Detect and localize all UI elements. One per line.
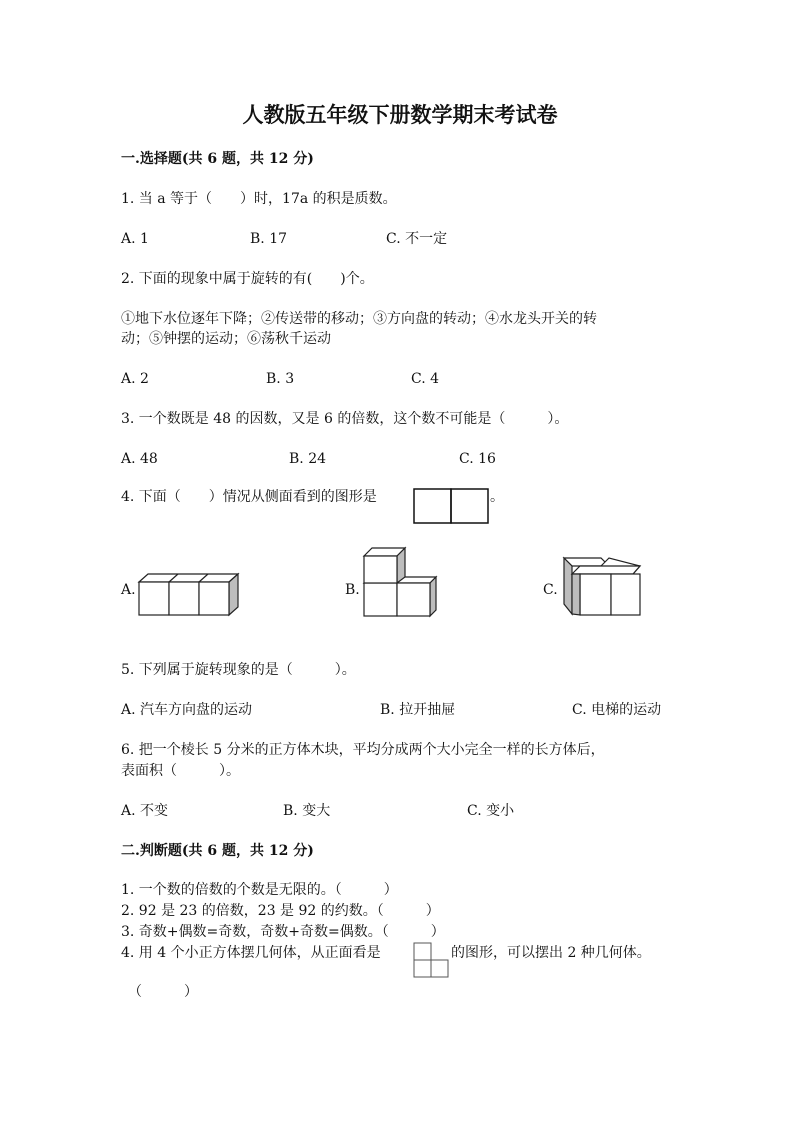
q4-option-c-label: C. [543, 582, 558, 598]
section-2-heading: 二.判断题(共 6 题，共 12 分) [121, 843, 314, 859]
q2-option-c: C. 4 [411, 371, 440, 387]
judge-item-4-answer-paren: （ ） [128, 984, 198, 1000]
section-1-heading: 一.选择题(共 6 题，共 12 分) [121, 151, 314, 167]
q6-option-b: B. 变大 [283, 803, 331, 819]
q5-option-b: B. 拉开抽屉 [380, 702, 456, 718]
q1-stem: 1. 当 a 等于（ ）时，17a 的积是质数。 [121, 191, 397, 207]
q2-option-a: A. 2 [121, 371, 149, 387]
q6-stem-line1: 6. 把一个棱长 5 分米的正方体木块，平均分成两个大小完全一样的长方体后， [121, 742, 605, 758]
q4-option-a-cubes-figure [137, 572, 241, 616]
judge-item-1: 1. 一个数的倍数的个数是无限的。（ ） [121, 882, 398, 898]
q2-option-b: B. 3 [266, 371, 295, 387]
q6-option-a: A. 不变 [121, 803, 169, 819]
q3-option-a: A. 48 [121, 451, 158, 467]
q5-option-a: A. 汽车方向盘的运动 [121, 702, 253, 718]
q5-option-c: C. 电梯的运动 [572, 702, 662, 718]
q2-detail-line1: ①地下水位逐年下降；②传送带的移动；③方向盘的转动；④水龙头开关的转 [121, 311, 597, 327]
judge-item-2: 2. 92 是 23 的倍数，23 是 92 的约数。（ ） [121, 903, 440, 919]
q3-option-b: B. 24 [289, 451, 327, 467]
judge-item-4-end: 的图形，可以摆出 2 种几何体。 [451, 945, 651, 961]
q2-stem: 2. 下面的现象中属于旋转的有( )个。 [121, 271, 374, 287]
q3-option-c: C. 16 [459, 451, 496, 467]
q4-option-a-label: A. [121, 582, 136, 598]
q4-stem: 4. 下面（ ）情况从侧面看到的图形是 [121, 489, 377, 505]
page-title: 人教版五年级下册数学期末考试卷 [242, 102, 558, 127]
judge-item-4-front-view-figure [413, 942, 449, 978]
q4-stem-end: 。 [490, 489, 504, 505]
q5-stem: 5. 下列属于旋转现象的是（ ）。 [121, 662, 356, 678]
q4-option-c-cubes-figure [561, 556, 643, 618]
q4-option-b-label: B. [345, 582, 360, 598]
q1-option-c: C. 不一定 [386, 231, 448, 247]
q4-side-view-figure [413, 488, 489, 524]
judge-item-4: 4. 用 4 个小正方体摆几何体，从正面看是 [121, 945, 381, 961]
judge-item-3: 3. 奇数+偶数=奇数，奇数+奇数=偶数。（ ） [121, 924, 445, 940]
q2-detail-line2: 动；⑤钟摆的运动；⑥荡秋千运动 [121, 331, 331, 347]
q4-option-b-cubes-figure [362, 546, 438, 618]
q6-stem-line2: 表面积（ ）。 [121, 763, 240, 779]
q3-stem: 3. 一个数既是 48 的因数，又是 6 的倍数，这个数不可能是（ ）。 [121, 411, 569, 427]
q1-option-a: A. 1 [121, 231, 149, 247]
q6-option-c: C. 变小 [467, 803, 515, 819]
q1-option-b: B. 17 [250, 231, 288, 247]
